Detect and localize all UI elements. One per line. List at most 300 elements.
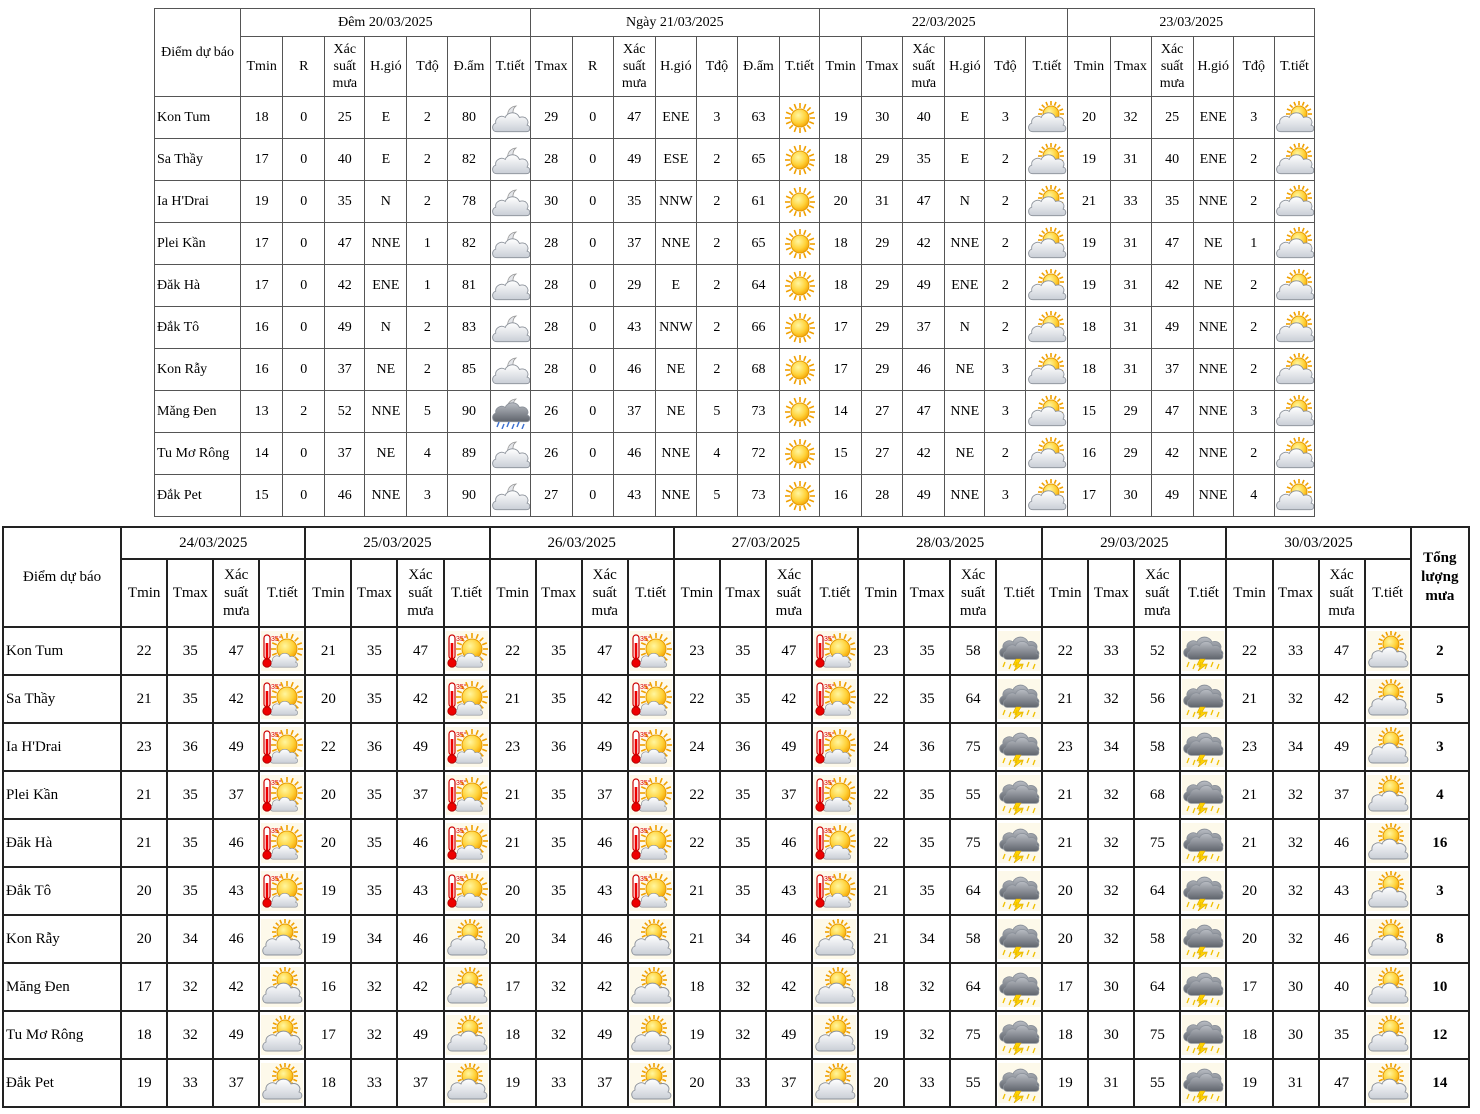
value-cell: 37	[325, 349, 365, 391]
cloud-sun-icon	[446, 967, 488, 1007]
value-cell: 24	[674, 723, 720, 771]
value-cell: 5	[696, 475, 737, 517]
value-cell: 49	[325, 307, 365, 349]
value-cell: 16	[305, 963, 351, 1011]
value-cell: 2	[696, 265, 737, 307]
value-cell: 46	[1319, 915, 1365, 963]
value-cell: 20	[1226, 915, 1272, 963]
value-cell: 49	[397, 723, 443, 771]
value-cell: 64	[737, 265, 779, 307]
weather-cell	[812, 1059, 858, 1107]
sunny-icon	[780, 143, 820, 177]
weather-cell	[812, 723, 858, 771]
weather-cell	[1026, 97, 1068, 139]
value-cell: 46	[397, 819, 443, 867]
value-cell: 22	[490, 627, 536, 675]
cloud-sun-icon	[1275, 437, 1315, 471]
value-cell: 18	[820, 223, 862, 265]
value-cell: 18	[820, 265, 862, 307]
value-cell: 42	[903, 223, 945, 265]
table-header	[3, 527, 1469, 627]
column-header: T.tiết	[259, 559, 305, 627]
weather-cell	[996, 963, 1042, 1011]
header-row-columns	[3, 559, 1469, 627]
value-cell: 47	[903, 181, 945, 223]
value-cell: 49	[903, 265, 945, 307]
value-cell: 35	[720, 675, 766, 723]
svg-text:35°: 35°	[271, 876, 282, 883]
svg-text:35°: 35°	[639, 636, 651, 643]
value-cell: 66	[737, 307, 779, 349]
value-cell: 32	[904, 963, 950, 1011]
value-cell: 23	[1226, 723, 1272, 771]
value-cell: 17	[1226, 963, 1272, 1011]
weather-cell	[444, 1011, 490, 1059]
value-cell: 37	[766, 1059, 812, 1107]
value-cell: 40	[1151, 139, 1193, 181]
table-row	[3, 963, 1469, 1011]
value-cell: 35	[325, 181, 365, 223]
cloud-sun-icon	[1275, 311, 1315, 345]
location-name: Kon Rẫy	[3, 915, 121, 963]
value-cell: 85	[448, 349, 490, 391]
thunderstorm-icon	[1182, 1015, 1224, 1055]
value-cell: 90	[448, 475, 490, 517]
value-cell: 2	[696, 139, 737, 181]
weather-cell	[1365, 819, 1411, 867]
column-header: Tđộ	[696, 37, 737, 97]
value-cell: 19	[1068, 265, 1110, 307]
weather-cell	[1365, 963, 1411, 1011]
value-cell: 47	[903, 391, 945, 433]
value-cell: 33	[167, 1059, 213, 1107]
hot-sun-icon	[261, 775, 303, 815]
weather-cell	[1274, 223, 1314, 265]
weather-cell	[996, 627, 1042, 675]
weather-cell	[1180, 963, 1226, 1011]
total-rain-cell: 5	[1411, 675, 1469, 723]
value-cell: 49	[766, 723, 812, 771]
value-cell: 19	[1068, 223, 1110, 265]
column-header: Tmin	[858, 559, 904, 627]
value-cell: 42	[1319, 675, 1365, 723]
value-cell: 32	[720, 1011, 766, 1059]
weather-cell	[1026, 139, 1068, 181]
value-cell: 22	[1226, 627, 1272, 675]
column-header: Tmax	[904, 559, 950, 627]
value-cell: NNE	[945, 475, 985, 517]
value-cell: 15	[820, 433, 862, 475]
value-cell: ENE	[945, 265, 985, 307]
location-name: Đắk Tô	[155, 307, 241, 349]
svg-text:35°: 35°	[639, 684, 651, 691]
value-cell: 46	[213, 819, 259, 867]
cloud-sun-icon	[1027, 101, 1067, 135]
table-row	[155, 97, 1315, 139]
hot-sun-icon	[446, 727, 488, 767]
value-cell: 2	[696, 307, 737, 349]
weather-cell	[628, 915, 674, 963]
value-cell: 32	[1088, 867, 1134, 915]
hot-sun-icon	[630, 823, 672, 863]
value-cell: 30	[1088, 963, 1134, 1011]
value-cell: 3	[1233, 391, 1274, 433]
column-header: Xác suất mưa	[397, 559, 443, 627]
value-cell: 29	[862, 349, 903, 391]
value-cell: 49	[213, 1011, 259, 1059]
value-cell: 20	[858, 1059, 904, 1107]
weather-cell	[490, 223, 530, 265]
weather-cell	[444, 675, 490, 723]
value-cell: 42	[582, 963, 628, 1011]
value-cell: 0	[283, 307, 325, 349]
cloudy-night-icon	[491, 227, 531, 261]
table-row	[155, 307, 1315, 349]
value-cell: 32	[1273, 915, 1319, 963]
value-cell: 40	[903, 97, 945, 139]
value-cell: 2	[407, 307, 448, 349]
svg-text:35°: 35°	[823, 780, 835, 787]
value-cell: NE	[655, 349, 696, 391]
value-cell: 31	[1110, 265, 1151, 307]
weather-cell	[779, 475, 819, 517]
value-cell: 46	[766, 915, 812, 963]
svg-text:35°: 35°	[271, 636, 282, 643]
total-rain-cell: 8	[1411, 915, 1469, 963]
value-cell: 35	[720, 867, 766, 915]
value-cell: 17	[1042, 963, 1088, 1011]
total-rain-cell: 3	[1411, 723, 1469, 771]
value-cell: 47	[582, 627, 628, 675]
value-cell: 21	[490, 819, 536, 867]
weather-cell	[1180, 771, 1226, 819]
value-cell: NE	[945, 349, 985, 391]
sunny-icon	[780, 185, 820, 219]
sunny-icon	[780, 227, 820, 261]
value-cell: 35	[351, 819, 397, 867]
sunny-icon	[780, 395, 820, 429]
value-cell: 34	[167, 915, 213, 963]
value-cell: 29	[1110, 433, 1151, 475]
column-header: Tmax	[720, 559, 766, 627]
svg-text:35°: 35°	[271, 732, 282, 739]
header-row-dates	[3, 527, 1469, 559]
value-cell: 49	[582, 1011, 628, 1059]
value-cell: 27	[862, 391, 903, 433]
value-cell: 46	[766, 819, 812, 867]
value-cell: 47	[1151, 391, 1193, 433]
column-header: Tmax	[167, 559, 213, 627]
column-header: T.tiết	[444, 559, 490, 627]
table-row	[155, 265, 1315, 307]
value-cell: 31	[1110, 349, 1151, 391]
thunderstorm-icon	[1182, 823, 1224, 863]
value-cell: 21	[674, 867, 720, 915]
thunderstorm-icon	[998, 775, 1040, 815]
value-cell: 20	[121, 915, 167, 963]
column-header: T.tiết	[1026, 37, 1068, 97]
date-header: Ngày 21/03/2025	[530, 9, 820, 37]
value-cell: 32	[1110, 97, 1151, 139]
column-header: T.tiết	[1365, 559, 1411, 627]
cloud-sun-icon	[1367, 967, 1409, 1007]
value-cell: 20	[490, 867, 536, 915]
weather-cell	[996, 819, 1042, 867]
cloud-sun-icon	[814, 967, 856, 1007]
weather-cell	[1026, 181, 1068, 223]
value-cell: 46	[1319, 819, 1365, 867]
date-header: 28/03/2025	[858, 527, 1042, 559]
cloud-sun-icon	[630, 919, 672, 959]
cloudy-night-icon	[491, 269, 531, 303]
value-cell: 5	[407, 391, 448, 433]
value-cell: 75	[950, 1011, 996, 1059]
value-cell: 46	[582, 915, 628, 963]
value-cell: 72	[737, 433, 779, 475]
value-cell: 32	[167, 1011, 213, 1059]
value-cell: 75	[950, 819, 996, 867]
weather-cell	[444, 915, 490, 963]
weather-cell	[490, 391, 530, 433]
weather-cell	[259, 723, 305, 771]
value-cell: 47	[213, 627, 259, 675]
weather-cell	[1365, 675, 1411, 723]
value-cell: 19	[241, 181, 283, 223]
value-cell: N	[945, 181, 985, 223]
header-row-dates	[155, 9, 1315, 37]
value-cell: 18	[121, 1011, 167, 1059]
column-header: T.tiết	[812, 559, 858, 627]
value-cell: 18	[1226, 1011, 1272, 1059]
weather-cell	[779, 349, 819, 391]
value-cell: 2	[407, 97, 448, 139]
cloud-sun-icon	[1275, 395, 1315, 429]
weather-cell	[1180, 675, 1226, 723]
value-cell: 58	[1134, 915, 1180, 963]
value-cell: 36	[167, 723, 213, 771]
value-cell: 36	[720, 723, 766, 771]
value-cell: 17	[305, 1011, 351, 1059]
thunderstorm-icon	[1182, 727, 1224, 767]
thunderstorm-icon	[998, 727, 1040, 767]
column-header: Tđộ	[1233, 37, 1274, 97]
value-cell: 35	[167, 675, 213, 723]
value-cell: 42	[213, 963, 259, 1011]
weather-cell	[259, 915, 305, 963]
value-cell: 19	[674, 1011, 720, 1059]
column-header: Tmin	[820, 37, 862, 97]
cloud-sun-icon	[446, 919, 488, 959]
column-header: Tmax	[862, 37, 903, 97]
value-cell: 32	[536, 1011, 582, 1059]
cloudy-night-icon	[491, 311, 531, 345]
rain-night-icon	[491, 395, 531, 429]
value-cell: 0	[283, 349, 325, 391]
hot-sun-icon	[630, 727, 672, 767]
weather-cell	[259, 771, 305, 819]
value-cell: 25	[325, 97, 365, 139]
weather-cell	[1274, 307, 1314, 349]
value-cell: 21	[858, 915, 904, 963]
value-cell: 18	[1068, 307, 1110, 349]
location-name: Plei Kần	[3, 771, 121, 819]
value-cell: 35	[720, 771, 766, 819]
value-cell: 2	[1233, 433, 1274, 475]
column-header: Tmax	[1088, 559, 1134, 627]
value-cell: 17	[820, 307, 862, 349]
value-cell: 47	[766, 627, 812, 675]
column-header: Tmin	[490, 559, 536, 627]
location-name: Đắk Pet	[155, 475, 241, 517]
hot-sun-icon	[814, 823, 856, 863]
thunderstorm-icon	[998, 823, 1040, 863]
cloud-sun-icon	[814, 919, 856, 959]
column-header: Xác suất mưa	[1134, 559, 1180, 627]
value-cell: 2	[696, 223, 737, 265]
location-name: Đăk Hà	[3, 819, 121, 867]
weather-cell	[1274, 181, 1314, 223]
location-header: Điểm dự báo	[155, 9, 241, 97]
value-cell: 32	[536, 963, 582, 1011]
value-cell: 46	[903, 349, 945, 391]
value-cell: 2	[407, 349, 448, 391]
weather-cell	[1026, 475, 1068, 517]
value-cell: 37	[613, 223, 655, 265]
weather-cell	[628, 675, 674, 723]
value-cell: N	[365, 307, 407, 349]
weather-cell	[1274, 475, 1314, 517]
weather-cell	[779, 265, 819, 307]
cloud-sun-icon	[814, 1063, 856, 1103]
value-cell: 2	[985, 223, 1026, 265]
table-row	[155, 223, 1315, 265]
value-cell: 35	[167, 867, 213, 915]
value-cell: 0	[283, 181, 325, 223]
weather-cell	[490, 181, 530, 223]
value-cell: 0	[572, 139, 613, 181]
thunderstorm-icon	[1182, 775, 1224, 815]
value-cell: 46	[325, 475, 365, 517]
value-cell: 20	[1042, 915, 1088, 963]
weather-cell	[628, 627, 674, 675]
value-cell: 46	[397, 915, 443, 963]
location-name: Ia H'Drai	[155, 181, 241, 223]
value-cell: 52	[1134, 627, 1180, 675]
value-cell: 34	[1088, 723, 1134, 771]
cloud-sun-icon	[1027, 395, 1067, 429]
cloud-sun-icon	[1367, 919, 1409, 959]
total-rain-cell: 10	[1411, 963, 1469, 1011]
value-cell: 21	[1226, 675, 1272, 723]
value-cell: 0	[572, 433, 613, 475]
column-header: Xác suất mưa	[1319, 559, 1365, 627]
value-cell: 35	[536, 867, 582, 915]
column-header: Tđộ	[407, 37, 448, 97]
cloud-sun-icon	[1027, 479, 1067, 513]
weather-cell	[1365, 723, 1411, 771]
value-cell: 21	[121, 771, 167, 819]
total-rain-cell: 4	[1411, 771, 1469, 819]
value-cell: 31	[1110, 307, 1151, 349]
total-rain-cell: 12	[1411, 1011, 1469, 1059]
value-cell: 34	[1273, 723, 1319, 771]
value-cell: 49	[613, 139, 655, 181]
weather-cell	[490, 433, 530, 475]
column-header: R	[283, 37, 325, 97]
thunderstorm-icon	[998, 679, 1040, 719]
thunderstorm-icon	[1182, 871, 1224, 911]
column-header: Xác suất mưa	[582, 559, 628, 627]
value-cell: 29	[862, 223, 903, 265]
column-header: Tmin	[1042, 559, 1088, 627]
weather-cell	[259, 1011, 305, 1059]
value-cell: NNE	[1193, 349, 1233, 391]
value-cell: NE	[1193, 265, 1233, 307]
value-cell: 4	[407, 433, 448, 475]
value-cell: 2	[1233, 307, 1274, 349]
value-cell: 0	[283, 475, 325, 517]
value-cell: 49	[1319, 723, 1365, 771]
value-cell: 32	[351, 1011, 397, 1059]
weather-cell	[490, 307, 530, 349]
weather-cell	[996, 723, 1042, 771]
weather-cell	[1180, 723, 1226, 771]
value-cell: 20	[305, 819, 351, 867]
value-cell: NE	[1193, 223, 1233, 265]
weather-cell	[996, 867, 1042, 915]
weather-cell	[1026, 349, 1068, 391]
hot-sun-icon	[446, 775, 488, 815]
total-rain-cell: 16	[1411, 819, 1469, 867]
value-cell: 3	[985, 475, 1026, 517]
table-row	[3, 819, 1469, 867]
table-row	[155, 139, 1315, 181]
value-cell: 1	[407, 265, 448, 307]
hot-sun-icon	[814, 679, 856, 719]
value-cell: 23	[121, 723, 167, 771]
cloud-sun-icon	[261, 919, 303, 959]
column-header: Tmin	[1068, 37, 1110, 97]
value-cell: 49	[766, 1011, 812, 1059]
svg-text:35°: 35°	[455, 780, 467, 787]
weather-cell	[259, 627, 305, 675]
value-cell: 0	[572, 391, 613, 433]
value-cell: 37	[325, 433, 365, 475]
weather-cell	[1365, 1011, 1411, 1059]
value-cell: 21	[674, 915, 720, 963]
value-cell: 31	[1110, 223, 1151, 265]
cloud-sun-icon	[1367, 823, 1409, 863]
value-cell: 2	[1233, 181, 1274, 223]
value-cell: 73	[737, 475, 779, 517]
value-cell: 64	[950, 963, 996, 1011]
value-cell: 3	[985, 391, 1026, 433]
weather-cell	[812, 1011, 858, 1059]
value-cell: 40	[325, 139, 365, 181]
hot-sun-icon	[261, 631, 303, 671]
weather-cell	[1365, 867, 1411, 915]
value-cell: 23	[858, 627, 904, 675]
value-cell: 35	[904, 627, 950, 675]
value-cell: 63	[737, 97, 779, 139]
value-cell: 17	[820, 349, 862, 391]
column-header: T.tiết	[490, 37, 530, 97]
value-cell: 0	[283, 265, 325, 307]
cloud-sun-icon	[630, 1063, 672, 1103]
cloud-sun-icon	[1367, 679, 1409, 719]
value-cell: 23	[490, 723, 536, 771]
value-cell: 20	[674, 1059, 720, 1107]
